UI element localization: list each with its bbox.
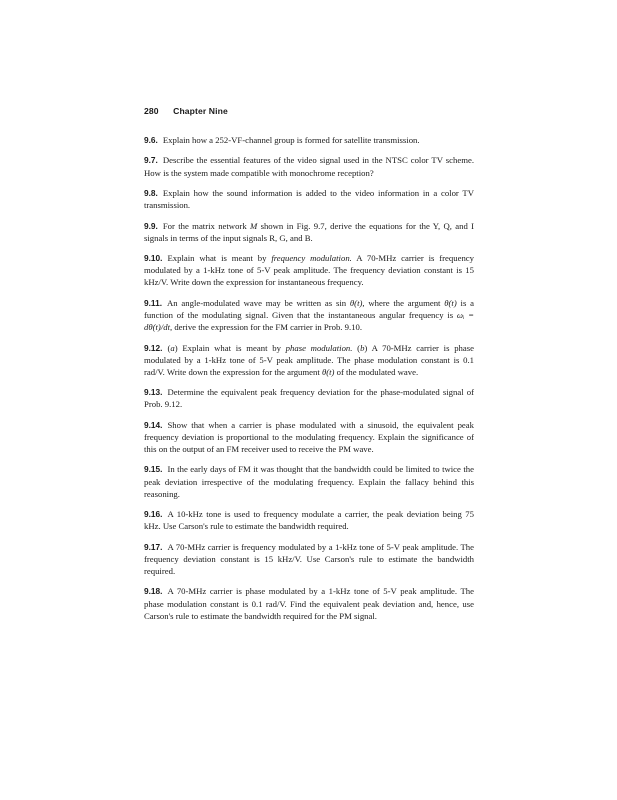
problem: 9.12. (a) Explain what is meant by phase modulation. (b) A 70-MHz carrier is phase modulated by a 1-kHz tone of 5-V peak amplitude. The phase modulation constant is 0.1 rad/V. Write down the expression for the argument θ(t) of the modulated wave. [144,342,474,377]
problem-list [144,134,474,630]
problem: 9.16. A 10-kHz tone is used to frequency modulate a carrier, the peak deviation being 75 kHz. Use Carson's rule to estimate the bandwidth required. [144,509,474,532]
problem-number: 9.6. [144,135,158,145]
problem-number: 9.11. [144,297,162,308]
problem: 9.14. Show that when a carrier is phase modulated with a sinusoid, the equivalent peak frequency deviation is proportional to the modulating frequency. Explain the significance of this on the output of an FM receiver used to receive the PM wave. [144,419,474,454]
problem-number: 9.10. [144,253,163,264]
problem-number: 9.12. [144,342,163,353]
problem: 9.13. Determine the equivalent peak frequency deviation for the phase-modulated signal of Prob. 9.12. [144,387,474,410]
problem-number: 9.18. [144,586,163,597]
problem: 9.9. For the matrix network M shown in Fig. 9.7, derive the equations for the Y, Q, and I signals in terms of the input signals R, G, and B. [144,220,475,243]
problem: 9.6. Explain how a 252-VF-channel group is formed for satellite transmission. [144,135,420,145]
chapter-title: Chapter Nine [173,106,228,116]
problem-number: 9.7. [144,155,158,166]
page-header [144,106,228,116]
problem: 9.11. An angle-modulated wave may be written as sin θ(t), where the argument θ(t) is a function of the modulating signal. Given that the instantaneous angular frequency is ωᵢ = dθ(t)/dt, derive the expression for the FM carrier in Prob. 9.10. [144,297,474,333]
problem-number: 9.9. [144,220,158,231]
problem: 9.8. Explain how the sound information is added to the video information in a color TV transmission. [144,188,474,211]
problem-number: 9.16. [144,509,163,520]
problem: 9.15. In the early days of FM it was thought that the bandwidth could be limited to twice the peak deviation irrespective of the modulating frequency. Explain the fallacy behind this reasoning. [144,464,474,499]
problem: 9.10. Explain what is meant by frequency modulation. A 70-MHz carrier is frequency modulated by a 1-kHz tone of 5-V peak amplitude. The frequency deviation constant is 15 kHz/V. Write down the expression for instantaneous frequency. [144,253,474,288]
problem-number: 9.14. [144,419,163,430]
page-number: 280 [144,106,159,116]
problem-number: 9.17. [144,541,163,552]
problem: 9.17. A 70-MHz carrier is frequency modulated by a 1-kHz tone of 5-V peak amplitude. The frequency deviation constant is 15 kHz/V. Use Carson's rule to estimate the bandwidth required. [144,541,474,576]
problem-number: 9.15. [144,464,163,475]
problem: 9.18. A 70-MHz carrier is phase modulated by a 1-kHz tone of 5-V peak amplitude. The phase modulation constant is 0.1 rad/V. Find the equivalent peak deviation and, hence, use Carson's rule to estimate the bandwidth required for the PM signal. [144,586,474,621]
problem: 9.7. Describe the essential features of the video signal used in the NTSC color TV scheme. How is the system made compatible with monochrome reception? [144,155,474,178]
problem-number: 9.13. [144,387,163,398]
problem-number: 9.8. [144,188,158,199]
